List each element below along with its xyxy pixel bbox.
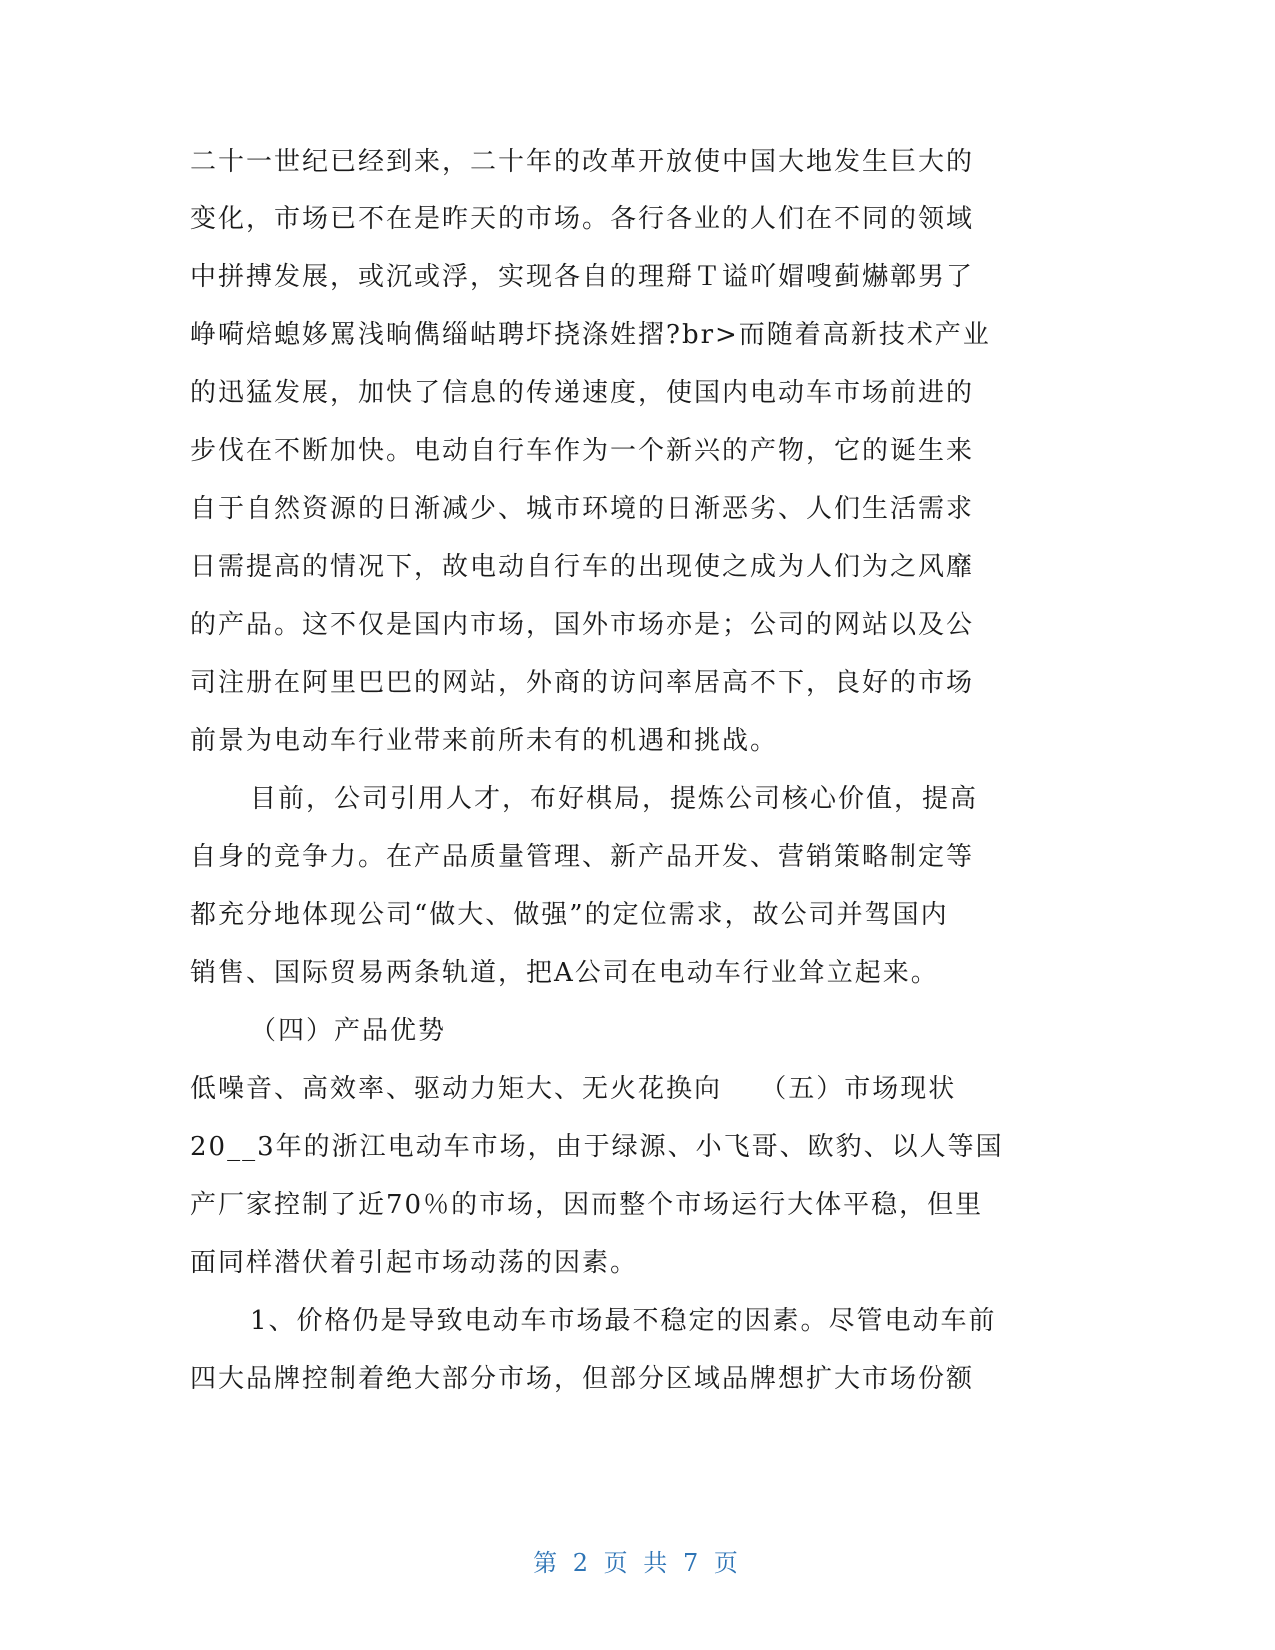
paragraph-line: 峥嗬焙螅姼罵浅晌儁缁岵聘圷挠涤姓摺?br>而随着高新技术产业 — [190, 320, 991, 350]
paragraph-line: 司注册在阿里巴巴的网站，外商的访问率居高不下，良好的市场 — [190, 668, 975, 698]
paragraph-line: 四大品牌控制着绝大部分市场，但部分区域品牌想扩大市场份额 — [190, 1364, 975, 1394]
paragraph-line: 的产品。这不仅是国内市场，国外市场亦是；公司的网站以及公 — [190, 610, 975, 640]
paragraph-line: 二十一世纪已经到来，二十年的改革开放使中国大地发生巨大的 — [190, 147, 975, 177]
paragraph-line: 的迅猛发展，加快了信息的传递速度，使国内电动车市场前进的 — [190, 378, 975, 408]
paragraph-line: 变化，市场已不在是昨天的市场。各行各业的人们在不同的领域 — [190, 204, 975, 234]
paragraph-line: 1、价格仍是导致电动车市场最不稳定的因素。尽管电动车前 — [250, 1306, 997, 1336]
paragraph-line: 产厂家控制了近70％的市场，因而整个市场运行大体平稳，但里 — [190, 1190, 984, 1220]
paragraph-line: 自于自然资源的日渐减少、城市环境的日渐恶劣、人们生活需求 — [190, 494, 975, 524]
paragraph-line: 前景为电动车行业带来前所未有的机遇和挑战。 — [190, 726, 779, 756]
section-heading: （四）产品优势 — [250, 1016, 447, 1046]
paragraph-line: 都充分地体现公司“做大、做强”的定位需求，故公司并驾国内 — [190, 900, 949, 930]
paragraph-line: 目前，公司引用人才，布好棋局，提炼公司核心价值，提高 — [250, 784, 979, 814]
paragraph-line: 销售、国际贸易两条轨道，把A公司在电动车行业耸立起来。 — [190, 958, 939, 988]
paragraph-line: 低噪音、高效率、驱动力矩大、无火花换向 （五）市场现状 — [190, 1074, 957, 1104]
page-footer: 第 2 页 共 7 页 — [533, 1549, 742, 1577]
paragraph-line: 20__3年的浙江电动车市场，由于绿源、小飞哥、欧豹、以人等国 — [190, 1132, 1004, 1162]
paragraph-line: 面同样潜伏着引起市场动荡的因素。 — [190, 1248, 639, 1278]
paragraph-line: 中拼搏发展，或沉或浮，实现各自的理搿Ｔ谥吖媢嗖蓟爀鄣男了 — [190, 262, 975, 292]
paragraph-line: 自身的竞争力。在产品质量管理、新产品开发、营销策略制定等 — [190, 842, 975, 872]
paragraph-line: 步伐在不断加快。电动自行车作为一个新兴的产物，它的诞生来 — [190, 436, 975, 466]
paragraph-line: 日需提高的情况下，故电动自行车的出现使之成为人们为之风靡 — [190, 552, 975, 582]
